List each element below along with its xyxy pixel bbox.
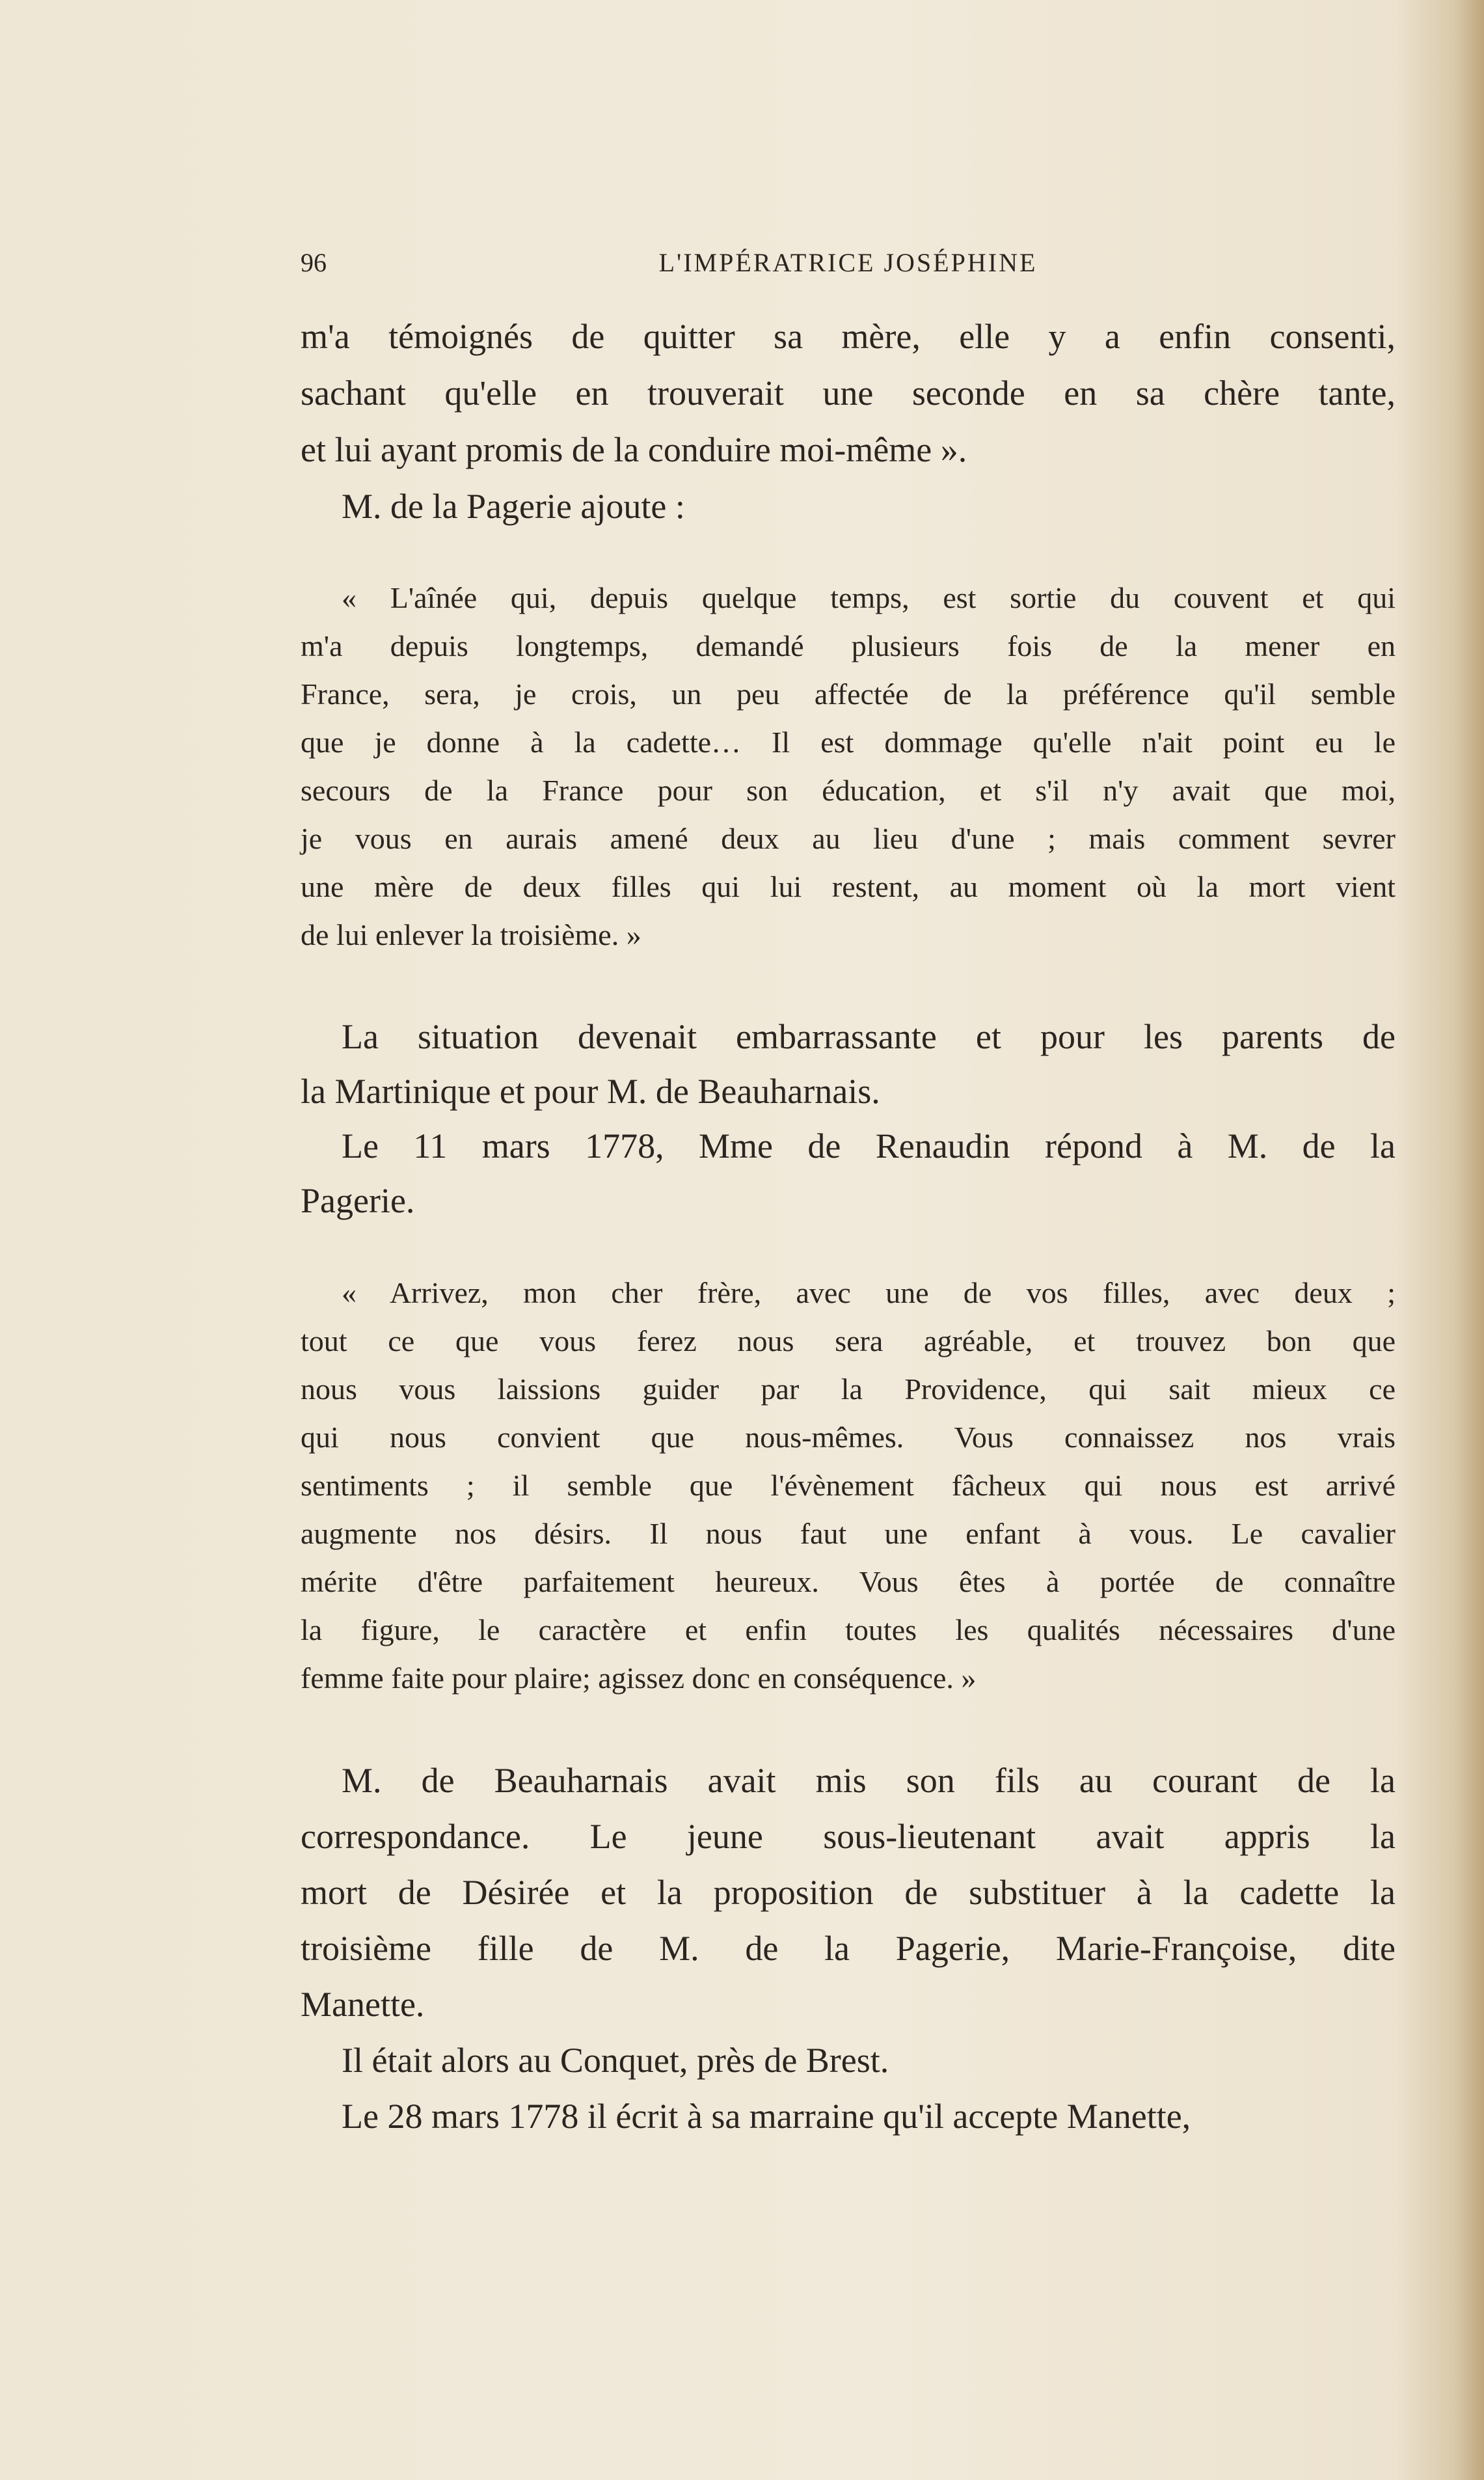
text-line: qui nous convient que nous-mêmes. Vous connaissez nos vrais <box>301 1421 1396 1454</box>
text-line: troisième fille de M. de la Pagerie, Marie-Françoise, dite <box>301 1929 1396 1968</box>
text-line: m'a depuis longtemps, demandé plusieurs fois de la mener en <box>301 629 1396 662</box>
text-line: sachant qu'elle en trouverait une seconde en sa chère tante, <box>301 374 1396 413</box>
text-line: secours de la France pour son éducation, et s'il n'y avait que moi, <box>301 774 1396 807</box>
body-paragraph-1 <box>301 308 1396 535</box>
text-line: sentiments ; il semble que l'évènement fâcheux qui nous est arrivé <box>301 1469 1396 1502</box>
text-line: Manette. <box>301 1985 425 2024</box>
text-line: mérite d'être parfaitement heureux. Vous êtes à portée de connaître <box>301 1565 1396 1598</box>
text-line: France, sera, je crois, un peu affectée de la préférence qu'il semble <box>301 677 1396 711</box>
running-header <box>301 247 1396 286</box>
text-line: « L'aînée qui, depuis quelque temps, est sortie du couvent et qui <box>342 581 1396 614</box>
text-line: que je donne à la cadette… Il est dommage qu'elle n'ait point eu le <box>301 726 1396 759</box>
page-number: 96 <box>301 248 327 277</box>
text-line: tout ce que vous ferez nous sera agréable, et trouvez bon que <box>301 1324 1396 1357</box>
text-line: Le 11 mars 1778, Mme de Renaudin répond à M. de la <box>342 1126 1396 1165</box>
text-line: mort de Désirée et la proposition de substituer à la cadette la <box>301 1873 1396 1912</box>
text-line: la figure, le caractère et enfin toutes les qualités nécessaires d'une <box>301 1613 1396 1646</box>
text-line: augmente nos désirs. Il nous faut une enfant à vous. Le cavalier <box>301 1517 1396 1550</box>
text-line: Le 28 mars 1778 il écrit à sa marraine qu'il accepte Manette, <box>342 2097 1191 2136</box>
text-line: « Arrivez, mon cher frère, avec une de vos filles, avec deux ; <box>342 1276 1396 1309</box>
text-line: La situation devenait embarrassante et pour les parents de <box>342 1017 1396 1056</box>
text-line: M. de Beauharnais avait mis son fils au courant de la <box>342 1761 1396 1800</box>
body-paragraph-2 <box>301 1009 1396 1228</box>
text-line: de lui enlever la troisième. » <box>301 918 641 951</box>
text-line: m'a témoignés de quitter sa mère, elle y a enfin consenti, <box>301 317 1396 356</box>
text-line: la Martinique et pour M. de Beauharnais. <box>301 1072 880 1111</box>
text-line: M. de la Pagerie ajoute : <box>342 487 685 526</box>
text-line: et lui ayant promis de la conduire moi-même ». <box>301 430 967 469</box>
text-line: Il était alors au Conquet, près de Brest. <box>342 2041 889 2080</box>
text-line: nous vous laissions guider par la Providence, qui sait mieux ce <box>301 1372 1396 1406</box>
text-line: je vous en aurais amené deux au lieu d'une ; mais comment sevrer <box>301 822 1396 855</box>
text-line: femme faite pour plaire; agissez donc en conséquence. » <box>301 1661 977 1695</box>
running-title: L'IMPÉRATRICE JOSÉPHINE <box>658 248 1038 277</box>
text-line: Pagerie. <box>301 1181 415 1220</box>
quote-block-1 <box>301 574 1396 959</box>
body-paragraph-3 <box>301 1752 1396 2144</box>
text-line: une mère de deux filles qui lui restent, au moment où la mort vient <box>301 870 1396 903</box>
quote-block-2 <box>301 1269 1396 1702</box>
text-line: correspondance. Le jeune sous-lieutenant avait appris la <box>301 1817 1396 1856</box>
